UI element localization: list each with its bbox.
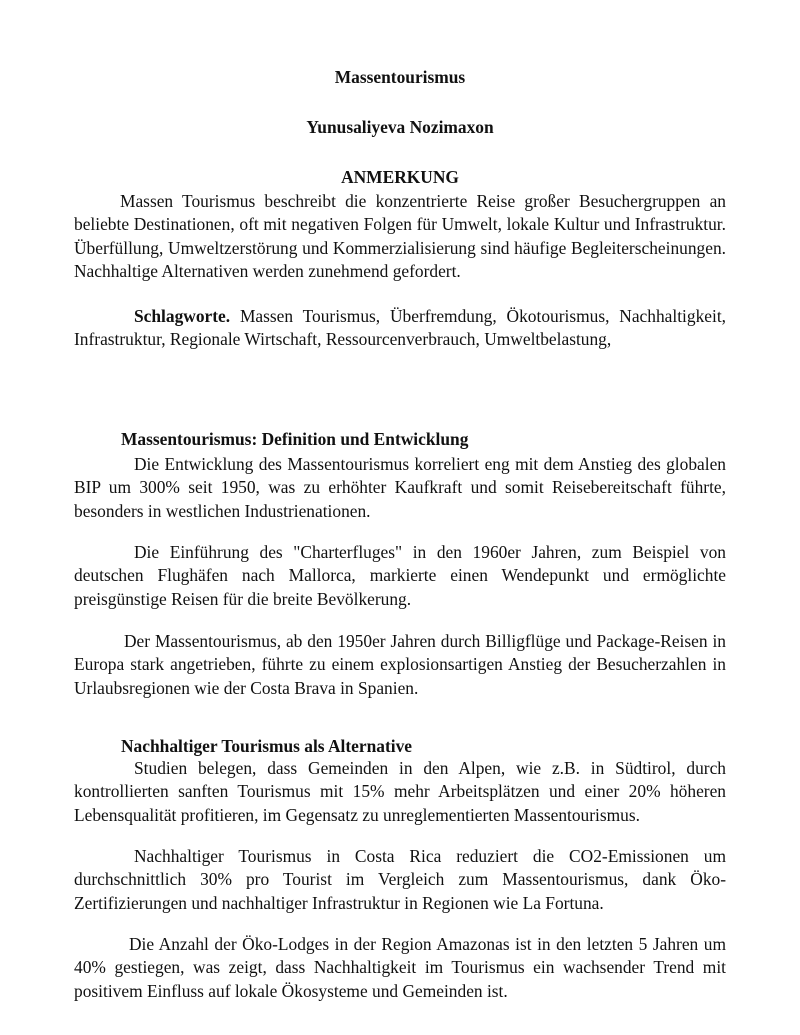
section-paragraph: Der Massentourismus, ab den 1950er Jahren durch Billigflüge und Package-Reisen in Europa stark angetrieben, führte zu einem explosionsartigen Anstieg der Besucherzahlen in Urlaubsregionen wie der Costa Brava in Spanien. bbox=[74, 631, 726, 698]
section-heading: Nachhaltiger Tourismus als Alternative bbox=[121, 736, 412, 756]
document-title: Massentourismus bbox=[334, 67, 466, 87]
abstract-heading: ANMERKUNG bbox=[341, 167, 459, 187]
section-paragraph: Nachhaltiger Tourismus in Costa Rica reduziert die CO2-Emissionen um durchschnittlich 30% pro Tourist im Vergleich zum Massentourismus, dank Öko-Zertifizierungen und nachhaltiger Infrastruktur in Regionen wie La Fortuna. bbox=[74, 846, 726, 913]
section-paragraph: Die Einführung des "Charterfluges" in den 1960er Jahren, zum Beispiel von deutschen Flughäfen nach Mallorca, markierte einen Wendepunkt und ermöglichte preisgünstige Reisen für die breite Bevölkerung. bbox=[74, 542, 726, 609]
author-name: Yunusaliyeva Nozimaxon bbox=[306, 117, 494, 137]
section-paragraph: Studien belegen, dass Gemeinden in den Alpen, wie z.B. in Südtirol, durch kontrollierten sanften Tourismus mit 15% mehr Arbeitsplätzen und einer 20% höheren Lebensqualität profitieren, im Gegensatz zu unreglementierten Massentourismus. bbox=[74, 758, 726, 825]
abstract-paragraph: Massen Tourismus beschreibt die konzentrierte Reise großer Besuchergruppen an beliebte Destinationen, oft mit negativen Folgen für Umwelt, lokale Kultur und Infrastruktur. Überfüllung, Umweltzerstörung und Kommerzialisierung sind häufige Begleiterscheinungen. Nachhaltige Alternativen werden zunehmend gefordert. bbox=[74, 191, 726, 282]
section-paragraph: Die Entwicklung des Massentourismus korreliert eng mit dem Anstieg des globalen BIP um 300% seit 1950, was zu erhöhter Kaufkraft und somit Reisebereitschaft führte, besonders in westlichen Industrienationen. bbox=[74, 454, 726, 521]
section-heading: Massentourismus: Definition und Entwicklung bbox=[121, 429, 469, 449]
keywords-paragraph bbox=[74, 305, 726, 352]
section-paragraph: Die Anzahl der Öko-Lodges in der Region Amazonas ist in den letzten 5 Jahren um 40% gestiegen, was zeigt, dass Nachhaltigkeit im Tourismus ein wachsender Trend mit positivem Einfluss auf lokale Ökosysteme und Gemeinden ist. bbox=[74, 934, 726, 1001]
keywords-label: Schlagworte. bbox=[134, 306, 231, 326]
keywords-list: Massen Tourismus, Überfremdung, Ökotourismus, Nachhaltigkeit, Infrastruktur, Regionale Wirtschaft, Ressourcenverbrauch, Umweltbelastung, bbox=[74, 306, 726, 350]
